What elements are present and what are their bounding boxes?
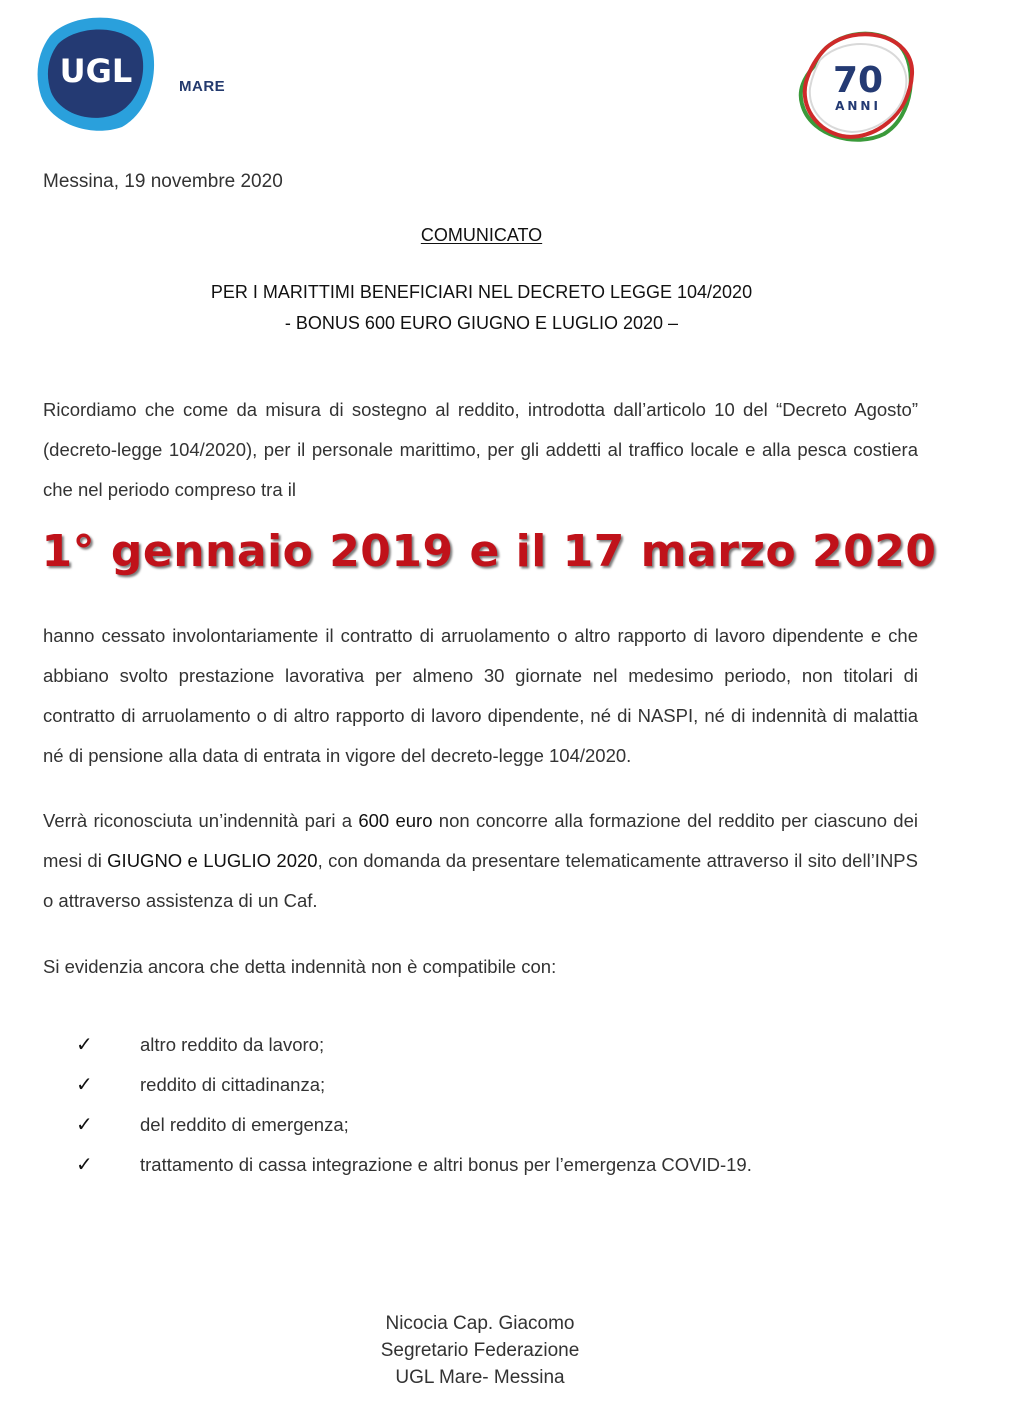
- indemnity-text-3: , con domanda da presentare telematicamente attraverso il sito dell’INPS o attraverso assistenza di un Caf.: [43, 850, 918, 911]
- list-item: [0, 1066, 1013, 1106]
- list-item: [0, 1106, 1013, 1146]
- checkmark-icon: ✓: [76, 1154, 93, 1176]
- ugl-logo-text: UGL: [59, 52, 133, 90]
- ugl-mare-label: MARE: [179, 78, 226, 95]
- intro-paragraph: Ricordiamo che come da misura di sostegno al reddito, introdotta dall’articolo 10 del “Decreto Agosto” (decreto-legge 104/2020), per il personale marittimo, per gli addetti al traffico locale e alla pesca costiera che nel periodo compreso tra il: [43, 399, 918, 500]
- list-item: [0, 1146, 1013, 1186]
- indemnity-months: GIUGNO e LUGLIO 2020: [107, 850, 318, 871]
- list-item-text: trattamento di cassa integrazione e altri bonus per l’emergenza COVID-19.: [140, 1154, 752, 1175]
- conditions-paragraph: hanno cessato involontariamente il contratto di arruolamento o altro rapporto di lavoro dipendente e che abbiano svolto prestazione lavorativa per almeno 30 giornate nel medesimo periodo, non titolari di contratto di arruolamento o di altro rapporto di lavoro dipendente, né di NASPI, né di indennità di malattia né di pensione alla data di entrata in vigore del decreto-legge 104/2020.: [43, 625, 918, 766]
- highlight-period: 1° gennaio 2019 e il 17 marzo 2020: [41, 526, 937, 577]
- document-title: COMUNICATO: [420, 225, 543, 245]
- checkmark-icon: ✓: [76, 1114, 93, 1136]
- checkmark-icon: ✓: [76, 1034, 93, 1056]
- list-item-text: altro reddito da lavoro;: [140, 1034, 325, 1055]
- incompatibility-list: [0, 1026, 1013, 1186]
- indemnity-text-1: Verrà riconosciuta un’indennità pari a: [43, 810, 359, 831]
- incompatibility-intro: Si evidenzia ancora che detta indennità non è compatibile con:: [43, 956, 557, 977]
- list-item-text: del reddito di emergenza;: [140, 1114, 349, 1135]
- 70-anni-number: 70: [832, 60, 884, 101]
- ugl-logo: [36, 14, 158, 134]
- checkmark-icon: ✓: [76, 1074, 93, 1096]
- indemnity-paragraph: [43, 801, 918, 921]
- indemnity-text-2: non concorre alla formazione del reddito per ciascuno dei mesi di: [43, 810, 918, 871]
- 70-anni-logo: [796, 26, 918, 144]
- signature-org: UGL Mare- Messina: [395, 1367, 565, 1388]
- date-line: Messina, 19 novembre 2020: [43, 171, 283, 192]
- 70-anni-word: ANNI: [835, 99, 881, 113]
- signature-role: Segretario Federazione: [380, 1340, 580, 1361]
- indemnity-amount: 600 euro: [358, 810, 433, 831]
- signature-name: Nicocia Cap. Giacomo: [385, 1313, 575, 1334]
- signature-block: [280, 1310, 680, 1391]
- subtitle-line-2: - BONUS 600 EURO GIUGNO E LUGLIO 2020 –: [284, 313, 679, 333]
- list-item: [0, 1026, 1013, 1066]
- list-item-text: reddito di cittadinanza;: [140, 1074, 326, 1095]
- subtitle-line-1: PER I MARITTIMI BENEFICIARI NEL DECRETO LEGGE 104/2020: [210, 282, 753, 302]
